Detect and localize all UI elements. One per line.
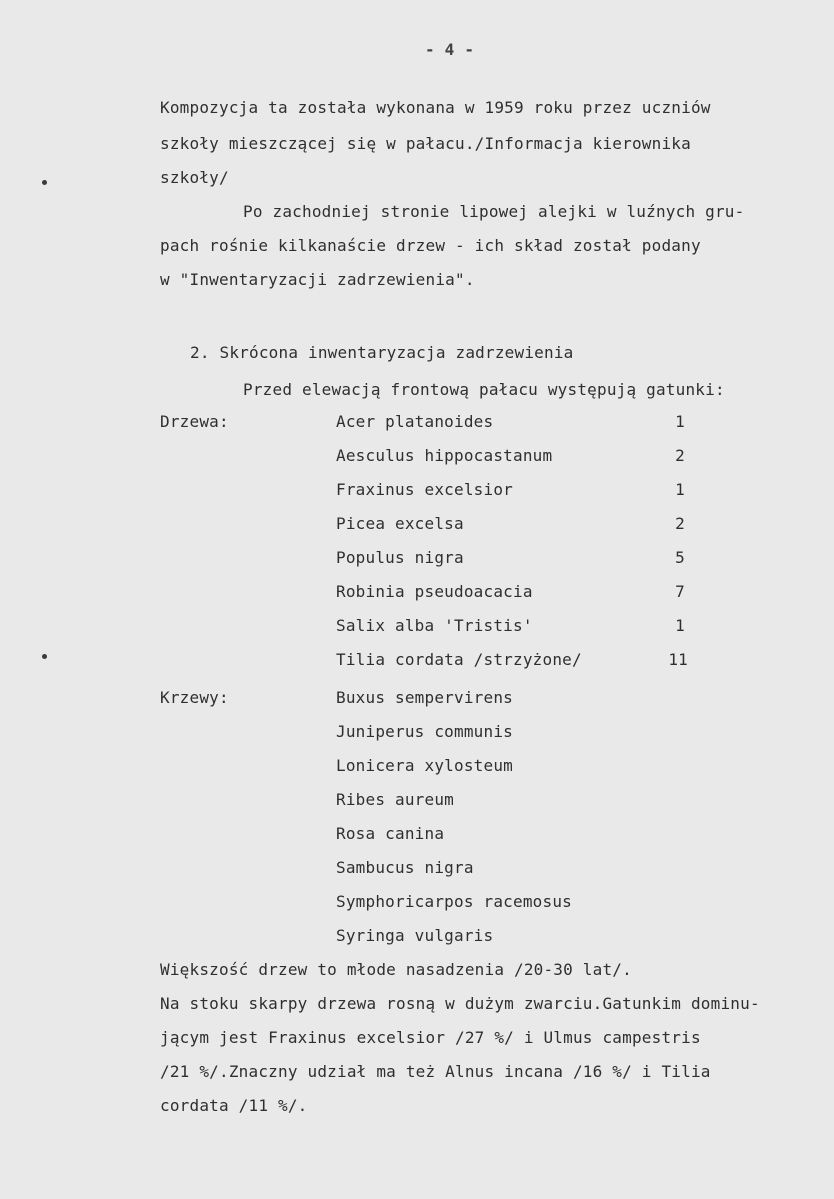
- shrub-name: Ribes aureum: [336, 790, 454, 809]
- tree-count: 2: [675, 514, 685, 533]
- notes-line-4: /21 %/.Znaczny udział ma też Alnus incana /16 %/ i Tilia: [160, 1062, 711, 1081]
- tree-name: Picea excelsa: [336, 514, 464, 533]
- shrub-name: Sambucus nigra: [336, 858, 474, 877]
- paragraph-1-line-2: szkoły mieszczącej się w pałacu./Informacja kierownika: [160, 134, 691, 153]
- tree-count: 1: [675, 616, 685, 635]
- scan-speck: [42, 180, 47, 185]
- scan-speck: [42, 654, 47, 659]
- shrub-name: Juniperus communis: [336, 722, 513, 741]
- notes-line-1: Większość drzew to młode nasadzenia /20-30 lat/.: [160, 960, 632, 979]
- shrub-name: Buxus sempervirens: [336, 688, 513, 707]
- section-intro: Przed elewacją frontową pałacu występują gatunki:: [243, 380, 725, 399]
- trees-label: Drzewa:: [160, 412, 229, 431]
- tree-count: 1: [675, 412, 685, 431]
- paragraph-2-line-2: pach rośnie kilkanaście drzew - ich skład został podany: [160, 236, 701, 255]
- shrub-name: Symphoricarpos racemosus: [336, 892, 572, 911]
- notes-line-3: jącym jest Fraxinus excelsior /27 %/ i Ulmus campestris: [160, 1028, 701, 1047]
- paragraph-2-line-1: Po zachodniej stronie lipowej alejki w luźnych gru-: [243, 202, 745, 221]
- paragraph-1-line-1: Kompozycja ta została wykonana w 1959 roku przez uczniów: [160, 98, 711, 117]
- tree-name: Acer platanoides: [336, 412, 494, 431]
- shrub-name: Syringa vulgaris: [336, 926, 494, 945]
- paragraph-2-line-3: w "Inwentaryzacji zadrzewienia".: [160, 270, 475, 289]
- tree-name: Robinia pseudoacacia: [336, 582, 533, 601]
- tree-count: 11: [668, 650, 688, 669]
- tree-name: Populus nigra: [336, 548, 464, 567]
- notes-line-2: Na stoku skarpy drzewa rosną w dużym zwarciu.Gatunkim dominu-: [160, 994, 760, 1013]
- tree-count: 7: [675, 582, 685, 601]
- tree-count: 5: [675, 548, 685, 567]
- tree-name: Fraxinus excelsior: [336, 480, 513, 499]
- shrub-name: Rosa canina: [336, 824, 445, 843]
- tree-count: 2: [675, 446, 685, 465]
- tree-count: 1: [675, 480, 685, 499]
- tree-name: Tilia cordata /strzyżone/: [336, 650, 582, 669]
- tree-name: Aesculus hippocastanum: [336, 446, 553, 465]
- shrub-name: Lonicera xylosteum: [336, 756, 513, 775]
- page-number: - 4 -: [425, 40, 475, 59]
- paragraph-1-line-3: szkoły/: [160, 168, 229, 187]
- shrubs-label: Krzewy:: [160, 688, 229, 707]
- notes-line-5: cordata /11 %/.: [160, 1096, 308, 1115]
- tree-name: Salix alba 'Tristis': [336, 616, 533, 635]
- section-heading: 2. Skrócona inwentaryzacja zadrzewienia: [190, 343, 574, 362]
